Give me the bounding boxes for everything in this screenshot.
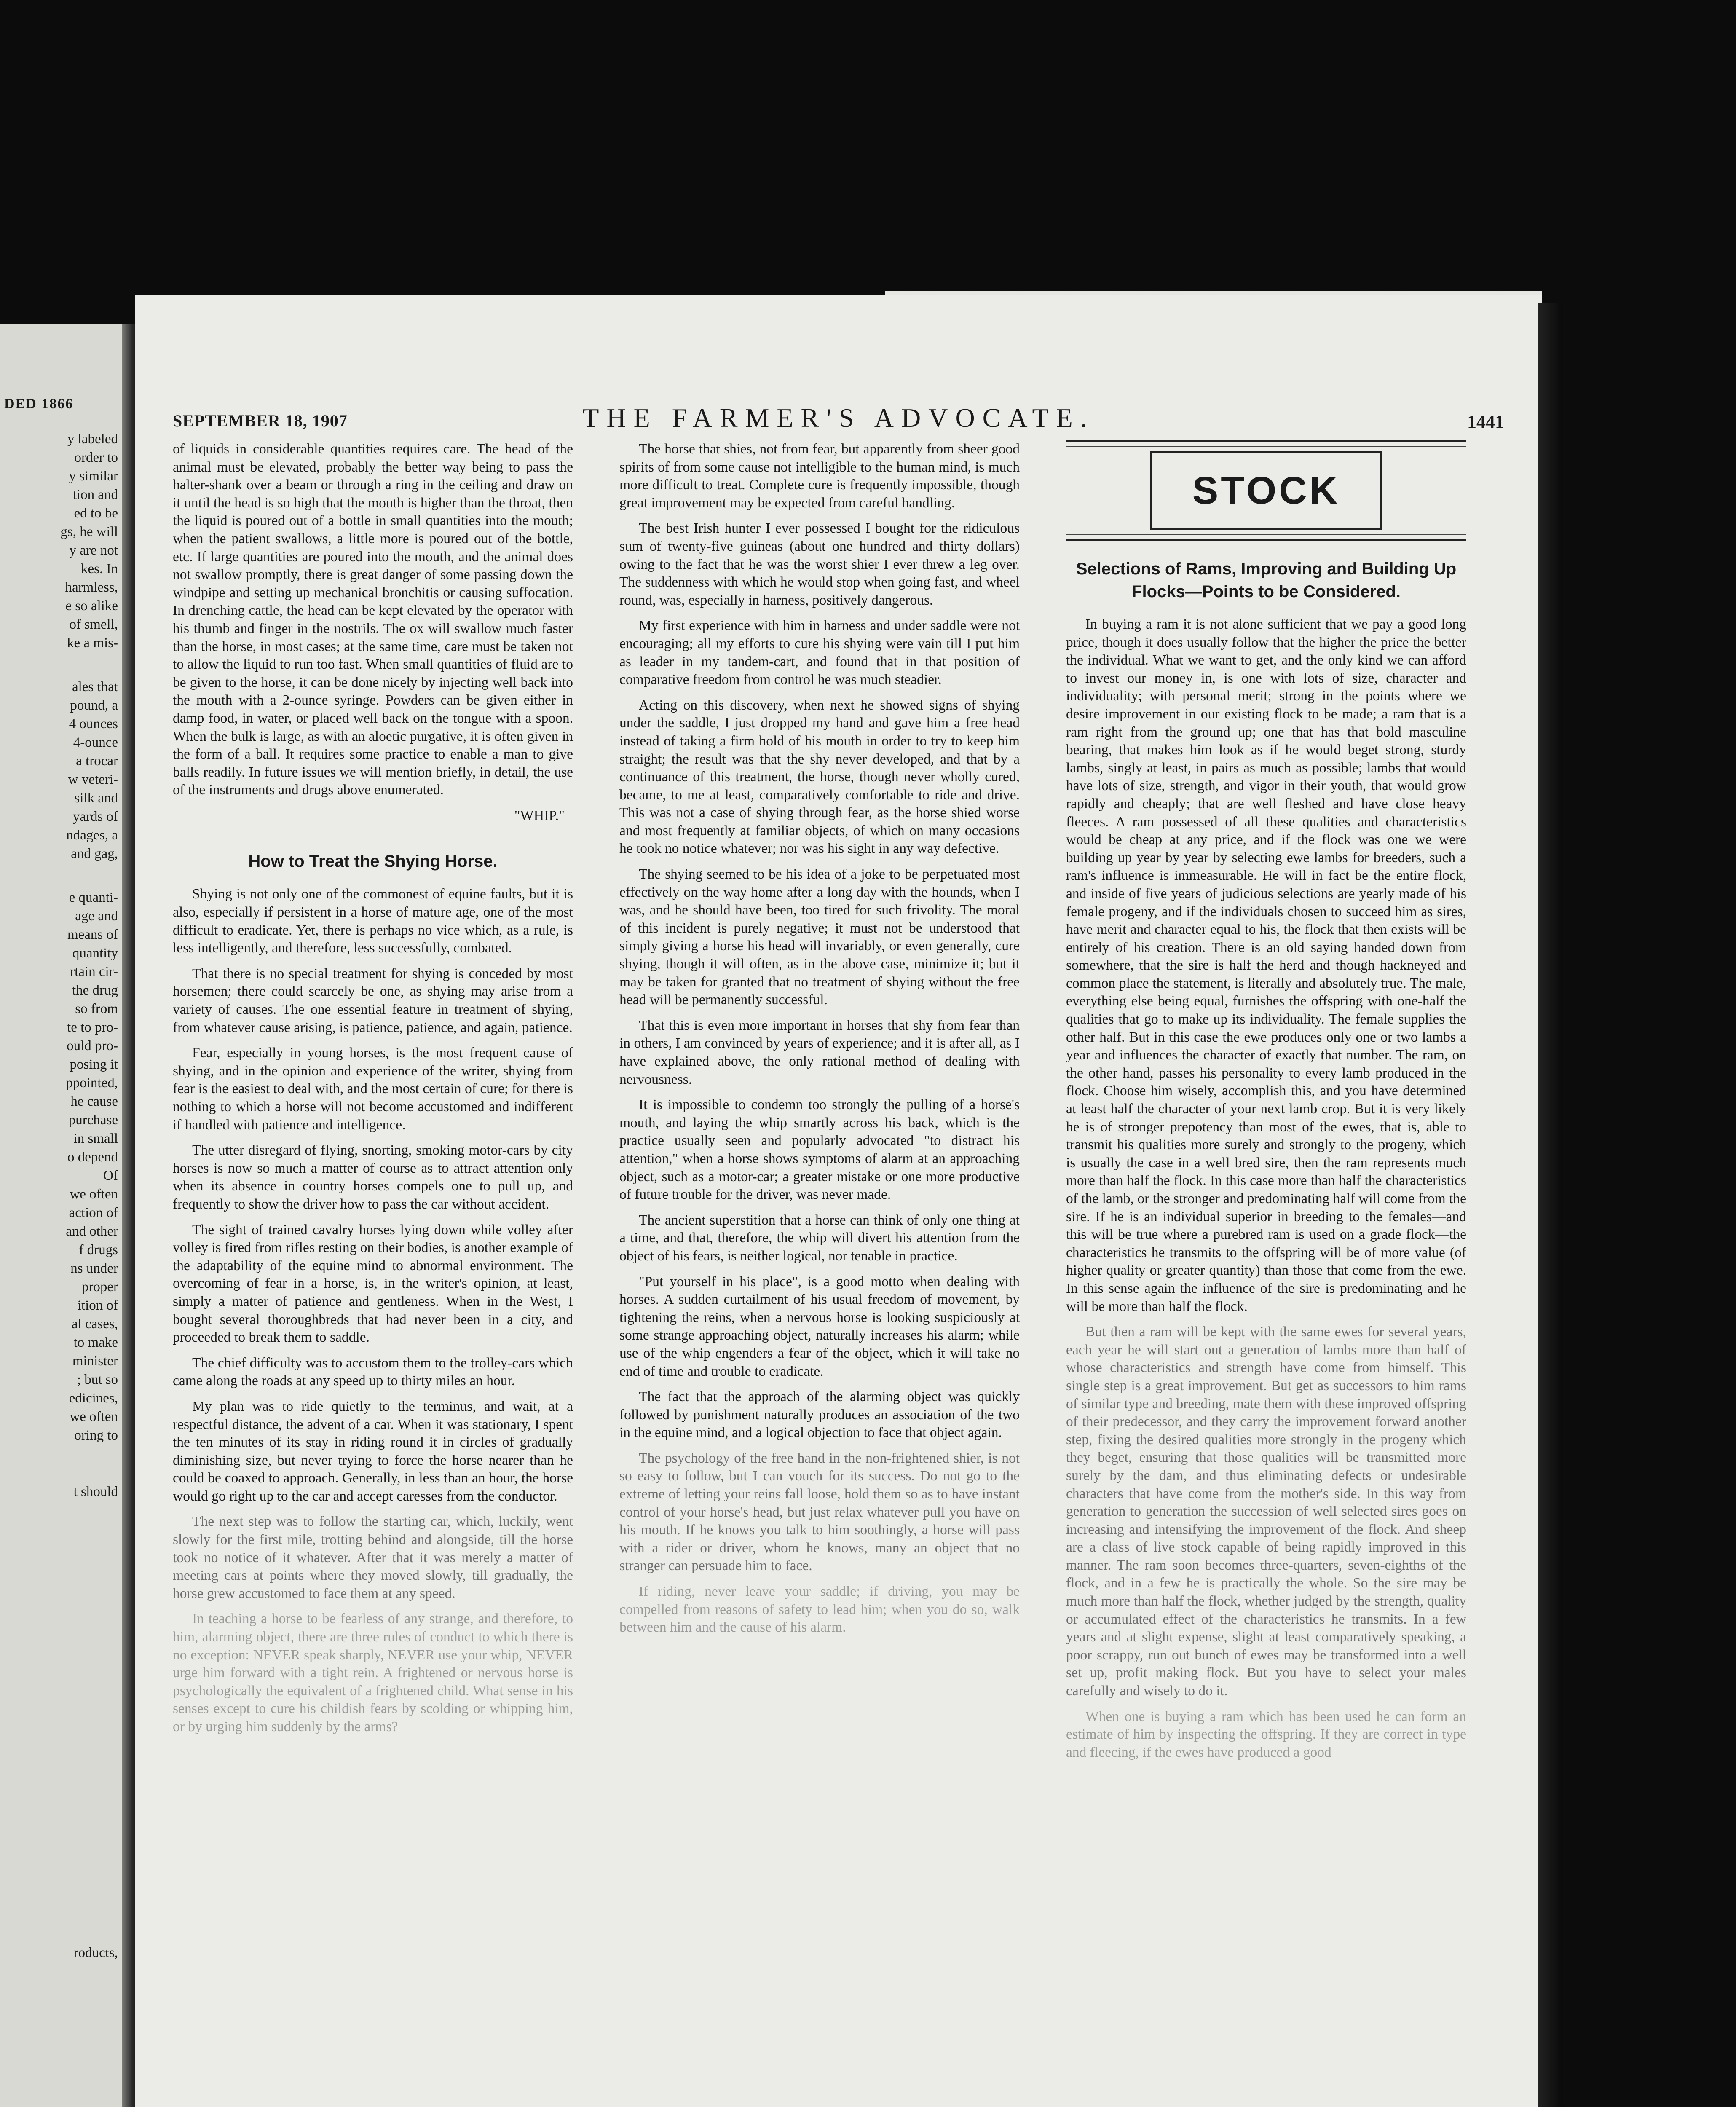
left-line: e quanti- (69, 890, 118, 905)
paragraph: The best Irish hunter I ever possessed I bought for the ridiculous sum of twenty-five guineas (about one hundred and thirty dollars) owing to the fact that he was the worst shier I ever threw a leg over. The suddenness with which he would stop when going fast, and wheel round, was, especially in harness, positively dangerous. (619, 520, 1020, 608)
column-1 (173, 440, 573, 1744)
left-line: we often (70, 1187, 118, 1202)
left-line: pound, a (70, 698, 118, 713)
left-line: e so alike (65, 598, 118, 614)
left-line: we often (70, 1409, 118, 1424)
paragraph: In teaching a horse to be fearless of any strange, and therefore, to him, alarming object, there are three rules of conduct to which there is no exception: NEVER speak sharply, NEVER use your whip, NEVER urge him forward with a tight rein. A frightened or nervous horse is psychologically the equivalent of a frightened child. What sense in his senses except to cure his childish fears by scolding or whipping him, or by urging him suddenly by the arms? (173, 1611, 573, 1734)
section-label: STOCK (1150, 451, 1382, 530)
left-line: of smell, (69, 617, 118, 632)
left-line: o depend (67, 1150, 118, 1165)
left-line: y labeled (67, 432, 118, 447)
left-line: y are not (69, 543, 118, 558)
left-line: yards of (72, 809, 118, 824)
paragraph: My first experience with him in harness and under saddle were not encouraging; all my efforts to cure his shying were vain till I put him as leader in my tandem-cart, and found that in that position of comparative freedom from control he was much steadier. (619, 618, 1020, 688)
article-heading: How to Treat the Shying Horse. (248, 852, 498, 871)
paragraph: When one is buying a ram which has been used he can form an estimate of him by inspecting the offspring. If they are correct in type and fleecing, if the ewes have produced a good (1066, 1708, 1466, 1760)
masthead-title: THE FARMER'S ADVOCATE. (582, 403, 1095, 433)
paragraph: That this is even more important in horses that shy from fear than in others, I am convinced by years of experience; and it is after all, as I have explained above, the only rational method of dealing with nervousness. (619, 1017, 1020, 1087)
left-facing-page (0, 324, 126, 2107)
left-line: rtain cir- (70, 964, 118, 979)
paragraph: But then a ram will be kept with the same ewes for several years, each year he will start out a generation of lambs more than half of whose characteristics and strength have come from himself. This single step is a great improvement. But get as successors to him rams of similar type and breeding, mate them with these improved offspring of their predecessor, and they carry the improvement forward another step, fixing the desired qualities more strongly in the progeny which they beget, ensuring that those qualities will be transmitted more surely by the dam, and thus eliminating defects or undesirable characters that have come from the mother's side. In this way from generation to generation the succession of well selected sires goes on increasing and intensifying the improvement of the flock. And sheep are a class of live stock capable of being rapidly improved in this manner. The ram soon becomes three-quarters, seven-eighths of the flock, and in a few he is practically the whole. So the sire may be much more than half the flock, whether judged by the strength, quality or accumulated effect of the characteristics he transmits. In a few years and at slight expense, slight at least comparatively speaking, a poor scrappy, run out bunch of ewes may be transformed into a well set up, profit making flock. But you have to select your males carefully and wisely to do it. (1066, 1324, 1466, 1699)
left-line: ould pro- (67, 1038, 118, 1054)
paragraph: It is impossible to condemn too strongly the pulling of a horse's mouth, and laying the whip smartly across his back, which is the practice usually seen and popularly advocated "to distract his attention," when a horse shows symptoms of alarm at an approaching object, such as a motor-car; a greater mistake or one more productive of future trouble for the driver, was never made. (619, 1097, 1020, 1203)
left-line: ed to be (74, 506, 118, 521)
author-signature: "WHIP." (514, 807, 565, 823)
left-line: y similar (69, 469, 118, 484)
paragraph: If riding, never leave your saddle; if driving, you may be compelled from reasons of safety to lead him; when you do so, walk between him and the cause of his alarm. (619, 1584, 1020, 1635)
paragraph: That there is no special treatment for shying is conceded by most horsemen; there could scarcely be one, as shying may arise from a variety of causes. The one essential feature in treatment of shying, from whatever cause arising, is patience, patience, and again, patience. (173, 965, 573, 1035)
left-line: edicines, (69, 1391, 118, 1406)
left-line: ppointed, (66, 1075, 118, 1091)
left-line: w veteri- (68, 772, 118, 787)
left-line: ales that (72, 679, 118, 694)
paragraph: of liquids in considerable quantities requires care. The head of the animal must be elevated, probably the better way being to pass the halter-shank over a beam or through a ring in the ceiling and draw on it until the head is so high that the mouth is higher than the throat, then the liquid is poured out of a bottle in small quantities into the mouth; when the patient swallows, a little more is poured out of the bottle, etc. If large quantities are poured into the mouth, and the animal does not swallow promptly, there is great danger of some passing down the windpipe and setting up mechanical bronchitis or causing suffocation. In drenching cattle, the head can be kept elevated by the operator with his thumb and finger in the nostrils. The ox will swallow much faster than the horse, in most cases; at the same time, care must be taken not to allow the liquid to run too fast. When small quantities of fluid are to be given to the horse, it can be done nicely by injecting well back into the mouth with a 2-ounce syringe. Powders can be given either in damp food, in water, or placed well back on the tongue with a spoon. When the bulk is large, as with an aloetic purgative, it is often given in the form of a ball. It requires some practice to enable a man to give balls readily. In future issues we will mention briefly, in detail, the use of the instruments and drugs above enumerated. (173, 441, 573, 798)
paragraph: The horse that shies, not from fear, but apparently from sheer good spirits of from some cause not intelligible to the human mind, is much more difficult to treat. Complete cure is frequently impossible, though great improvement may be expected from careful handling. (619, 441, 1020, 511)
left-line: posing it (70, 1057, 118, 1072)
newspaper-page (135, 295, 1542, 2107)
left-line: tion and (72, 487, 118, 502)
left-line: kes. In (81, 561, 118, 576)
paragraph: Shying is not only one of the commonest of equine faults, but it is also, especially if persistent in a horse of mature age, one of the most difficult to eradicate. Yet, there is perhaps no vice which, as a rule, is less intelligently, and therefore, less successfully, combated. (173, 886, 573, 956)
left-line: roducts, (73, 1945, 118, 1960)
left-line: harmless, (65, 580, 118, 595)
paragraph: The psychology of the free hand in the non-frightened shier, is not so easy to follow, but I can vouch for its success. Do not go to the extreme of letting your reins fall loose, hold them so as to have instant control of your horse's head, but just relax whatever pull you have on his mouth. If he knows you talk to him soothingly, a horse will pass with a rider or driver, whom he knows, many an object that no stranger can persuade him to face. (619, 1450, 1020, 1574)
section-banner (1066, 440, 1466, 541)
paragraph: The chief difficulty was to accustom them to the trolley-cars which came along the roads at any speed up to thirty miles an hour. (173, 1355, 573, 1389)
left-line: ition of (77, 1298, 118, 1313)
left-line: so from (75, 1001, 118, 1016)
left-line: ndages, a (66, 828, 118, 843)
left-lines-bottom (4, 888, 118, 1445)
left-line: oring to (74, 1428, 118, 1443)
paragraph: "Put yourself in his place", is a good motto when dealing with horses. A sudden curtailment of his usual freedom of movement, by tightening the reins, when a nervous horse is looking suspiciously at some strange approaching object, naturally increases his alarm; while use of the whip engenders a fear of the object, which it will take no end of time and trouble to eradicate. (619, 1273, 1020, 1379)
left-line: quantity (72, 946, 118, 961)
issue-date: SEPTEMBER 18, 1907 (173, 411, 348, 430)
left-line: gs, he will (60, 524, 118, 539)
page-number: 1441 (1467, 411, 1504, 432)
left-line: age and (75, 909, 118, 924)
left-line: ns under (70, 1261, 118, 1276)
left-line: f drugs (79, 1242, 118, 1257)
left-line: t should (73, 1484, 118, 1499)
paragraph: The fact that the approach of the alarming object was quickly followed by punishment naturally produces an association of the two in the equine mind, and a logical objection to face that object again. (619, 1389, 1020, 1441)
left-line: and gag, (71, 846, 118, 861)
paragraph: Fear, especially in young horses, is the most frequent cause of shying, and in the opinion and experience of the writer, shying from fear is the easiest to deal with, and the most certain of cure; for there is nothing to which a horse will not become accustomed and indifferent if handled with patience and intelligence. (173, 1045, 573, 1133)
left-line: action of (69, 1205, 118, 1220)
paragraph: The utter disregard of flying, snorting, smoking motor-cars by city horses is now so much a matter of course as to attract attention only when its absence in country horses compels one to pull up, and frequently to show the driver how to pass the car without accident. (173, 1142, 573, 1212)
paragraph: The next step was to follow the starting car, which, luckily, went slowly for the first mile, trotting behind and alongside, till the horse took no notice of it whatever. After that it was merely a matter of meeting cars at points where they moved slowly, till gradually, the horse grew accustomed to face them at any speed. (173, 1514, 573, 1601)
article-heading: Selections of Rams, Improving and Building Up Flocks—Points to be Considered. (1076, 560, 1457, 601)
left-line: Of (103, 1168, 118, 1183)
left-line: minister (72, 1354, 118, 1369)
left-line: 4-ounce (73, 735, 118, 750)
left-line: ; but so (77, 1372, 118, 1387)
page-edge-shadow (1538, 303, 1563, 2107)
left-line: order to (74, 450, 118, 465)
paragraph: My plan was to ride quietly to the terminus, and wait, at a respectful distance, the advent of a car. When it was stationary, I spent the ten minutes of its stay in riding round it in circles of gradually diminishing size, but never trying to force the horse nearer than he could be coaxed to approach. Generally, in less than an hour, the horse would go right up to the car and accept caresses from the conductor. (173, 1398, 573, 1504)
left-line: te to pro- (67, 1020, 118, 1035)
left-line: the drug (72, 983, 118, 998)
left-line: silk and (74, 791, 118, 806)
left-page-header: DED 1866 (4, 396, 74, 412)
left-page-column (4, 430, 118, 2107)
left-line: to make (73, 1335, 118, 1350)
left-lines-mid (4, 678, 118, 863)
left-line: and other (66, 1224, 118, 1239)
paragraph: The sight of trained cavalry horses lying down while volley after volley is fired from rifles resting on their bodies, is another example of the adaptability of the equine mind to abnormal environment. The overcoming of fear in a horse, is, in the writer's opinion, at least, simply a matter of patience and gentleness. When in the West, I bought several thoroughbreds that had never been in a city, and proceeded to break them to saddle. (173, 1222, 573, 1346)
left-line: purchase (68, 1112, 118, 1128)
left-line: ke a mis- (67, 635, 118, 651)
column-2 (619, 440, 1020, 1644)
paragraph: Acting on this discovery, when next he showed signs of shying under the saddle, I just dropped my hand and gave him a free head instead of taking a firm hold of his mouth in order to try to keep him straight; the result was that the shy never developed, and that by a continuance of this treatment, the horse, though never wholly cured, became, to me at least, comparatively comfortable to ride and drive. This was not a case of shying through fear, as the horse shied worse and most frequently at familiar objects, of which on many occasions he took no notice whatever; nor was his sight in any way defective. (619, 697, 1020, 857)
left-line: 4 ounces (69, 716, 118, 732)
left-line: means of (67, 927, 118, 942)
left-line: he cause (70, 1094, 118, 1109)
page-header (173, 398, 1504, 436)
left-line: proper (81, 1279, 118, 1295)
column-3 (1066, 440, 1466, 1769)
left-line: in small (73, 1131, 118, 1146)
paragraph: The shying seemed to be his idea of a joke to be perpetuated most effectively on the way home after a long day with the hounds, when I was, and he should have been, too tired for such frivolity. The moral of this incident is purely negative; it must not be understood that simply giving a horse his head will invariably, or even generally, cure shying, though it will often, as in the above case, minimize it; but it may be taken for granted that no treatment of shying without the free head will be permanently successful. (619, 866, 1020, 1008)
left-lines-top (4, 430, 118, 652)
paragraph: In buying a ram it is not alone sufficient that we pay a good long price, though it does usually follow that the higher the price the better the individual. What we want to get, and the only kind we can afford to invest our money in, is one with lots of size, character and individuality; with personal merit; strong in the points where we desire improvement in our existing flock to be made; a ram that is a ram right from the ground up; one that has that bold masculine bearing, that makes him look as if he would beget strong, sturdy lambs, singly at least, in pairs as much as possible; lambs that would have lots of size, strength, and vigor in their youth, that would grow rapidly and cheaply; that are well fleshed and have close heavy fleeces. A ram possessed of all these qualities and characteristics would be cheap at any price, and if the flock was one we were building up year by year by selecting ewe lambs for breeders, such a ram's influence is immeasurable. He will in fact be the entire flock, and inside of five years of judicious selections are yearly made of his female progeny, and if the individuals chosen to succeed him as sires, have merit and character equal to his, the flock that then exists will be entirely of his creation. There is an old saying handed down from somewhere, that the sire is half the herd and though hackneyed and common place the statement, is literally and absolutely true. The male, everything else being equal, furnishes the offspring with one-half the qualities that go to make up its individuality. The female supplies the other half. But in this case the ewe produces only one or two lambs a year and influences the character of exactly that number. The ram, on the other hand, passes his personality to every lamb produced in the flock. Choose him wisely, accomplish this, and you have determined at least half the character of your next lamb crop. But it is very likely he is of stronger prepotency than most of the ewes, that is, able to transmit his qualities more surely and strongly to the progeny, which is usually the case in a well bred sire, then the ram represents much more than half the flock. In this case more than half the characteristics of the lamb, or the stronger and predominating half will come from the sire. If he is an individual superior in breeding to the females—and this will be true where a purebred ram is used on a grade flock—the characteristics he transmits to the offspring will be of more value (of higher quality or greater quantity) than those that come from the ewe. In this sense again the influence of the sire is predominating and he will be more than half the flock. (1066, 617, 1466, 1314)
left-line: al cases, (72, 1316, 118, 1332)
paragraph: The ancient superstition that a horse can think of only one thing at a time, and that, therefore, the whip will divert his attention from the object of his fears, is neither logical, nor tenable in practice. (619, 1212, 1020, 1264)
left-line: a trocar (76, 753, 118, 769)
